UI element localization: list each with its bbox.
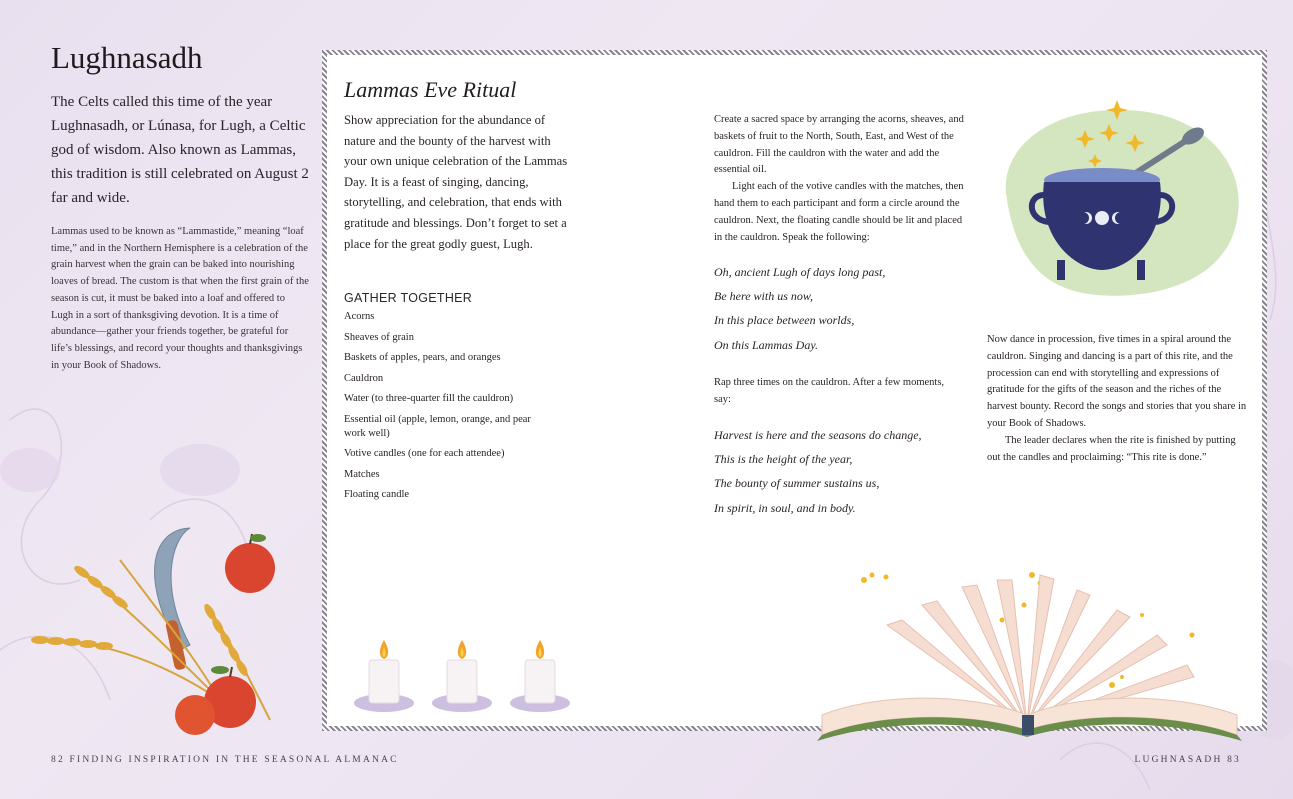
ritual-title: Lammas Eve Ritual xyxy=(344,77,517,102)
verse-line: In this place between worlds, xyxy=(714,313,855,328)
list-item: Votive candles (one for each attendee) xyxy=(344,448,505,459)
verse-line: Be here with us now, xyxy=(714,289,813,304)
list-item: Essential oil (apple, lemon, orange, and pear work well) xyxy=(344,413,531,439)
instruction-paragraph: Light each of the votive candles with the matches, then hand them to each participant and form a circle around the cauldron. Next, the floating candle should be lit and placed in the cauldron. Speak the following: xyxy=(714,181,964,243)
page-number-left: 82 FINDING INSPIRATION IN THE SEASONAL ALMANAC xyxy=(51,755,399,765)
list-item: Floating candle xyxy=(344,489,410,500)
gather-heading: GATHER TOGETHER xyxy=(344,291,473,305)
sickle-wheat-apples-illustration xyxy=(20,520,300,745)
list-item: Acorns xyxy=(344,311,375,322)
intro-paragraph: The Celts called this time of the year Lughnasadh, or Lúnasa, for Lugh, a Celtic god of wisdom. Also known as Lammas, this tradition is still celebrated on August 2 far and wide. xyxy=(51,94,309,206)
verse-line: On this Lammas Day. xyxy=(714,337,819,352)
body-paragraph: Lammas used to be known as “Lammastide,” meaning “loaf time,” and in the Northern Hemisphere is a celebration of the grain harvest when the grain can be baked into nourishing loaves of bread. The custom is that when the first grain of the season is cut, it must be baked into a loaf and offered to Lugh in a sort of thanksgiving devotion. It is a time of abundance—gather your friends together, be grateful for life’s blessings, and record your thoughts and thanksgivings in your Book of Shadows. xyxy=(51,226,309,371)
ritual-intro: Show appreciation for the abundance of nature and the bounty of the harvest with your own unique celebration of the Lammas Day. It is a feast of singing, dancing, storytelling, and celebration, that ends with gratitude and blessings. Don’t forget to set a place for the great godly guest, Lugh. xyxy=(344,113,568,251)
cauldron-illustration xyxy=(987,100,1247,305)
verse-line: The bounty of summer sustains us, xyxy=(714,476,880,491)
instructions-column xyxy=(714,112,972,246)
verse-line: In spirit, in soul, and in body. xyxy=(714,500,856,515)
list-item: Baskets of apples, pears, and oranges xyxy=(344,352,501,363)
open-book-illustration xyxy=(812,565,1247,747)
page-title: Lughnasadh xyxy=(51,40,203,75)
left-page-column xyxy=(51,40,309,374)
list-item: Water (to three-quarter fill the cauldron) xyxy=(344,393,514,404)
list-item: Cauldron xyxy=(344,372,384,384)
closing-column xyxy=(987,332,1249,466)
verse-line: Harvest is here and the seasons do change, xyxy=(714,428,922,442)
list-item: Matches xyxy=(344,468,380,480)
instruction-paragraph: Create a sacred space by arranging the acorns, sheaves, and baskets of fruit to the North, South, East, and West of the cauldron. Fill the cauldron with the water and add the essential oil. xyxy=(714,114,964,176)
chant-verse-2 xyxy=(714,423,972,520)
rap-instruction: Rap three times on the cauldron. After a few moments, say: xyxy=(714,377,945,405)
votive-candles-illustration xyxy=(352,635,577,720)
closing-paragraph: Now dance in procession, five times in a spiral around the cauldron. Singing and dancing is a part of this rite, and the procession can end with storytelling and expressions of gratitude for the gifts of the season and the riches of the harvest bounty. Record the songs and stories that you share in your Book of Shadows. xyxy=(987,334,1247,429)
verse-line: Oh, ancient Lugh of days long past, xyxy=(714,265,886,279)
verse-line: This is the height of the year, xyxy=(714,452,853,467)
gather-list xyxy=(344,310,554,509)
closing-paragraph: The leader declares when the rite is finished by putting out the candles and proclaiming: “This rite is done.” xyxy=(987,434,1236,463)
chant-verse-1 xyxy=(714,260,972,357)
page-number-right: LUGHNASADH 83 xyxy=(1134,755,1241,765)
list-item: Sheaves of grain xyxy=(344,331,414,343)
